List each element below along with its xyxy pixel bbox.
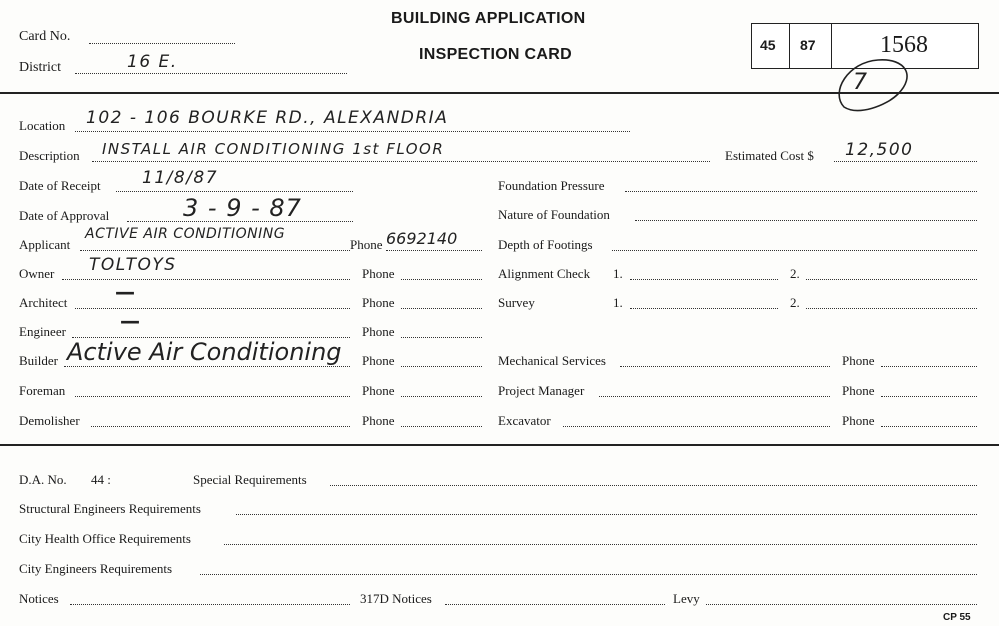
demolisher-line xyxy=(91,426,350,427)
mechanical-services-phone-label: Phone xyxy=(842,353,875,368)
owner-label: Owner xyxy=(19,266,55,281)
foundation-pressure-label: Foundation Pressure xyxy=(498,178,605,193)
district-label: District xyxy=(19,60,61,75)
estimated-cost-line xyxy=(834,161,977,162)
applicant-phone-label: Phone xyxy=(350,237,383,252)
location-value: 102 - 106 BOURKE RD., ALEXANDRIA xyxy=(86,108,449,128)
footer-divider xyxy=(0,444,999,446)
project-manager-phone-line xyxy=(881,396,977,397)
project-manager-phone-label: Phone xyxy=(842,383,875,398)
form-code: CP 55 xyxy=(943,612,971,623)
demolisher-phone-label: Phone xyxy=(362,413,395,428)
alignment-check-label: Alignment Check xyxy=(498,266,591,281)
estimated-cost-value: 12,500 xyxy=(845,140,914,160)
depth-of-footings-label: Depth of Footings xyxy=(498,237,593,252)
owner-phone-label: Phone xyxy=(362,266,395,281)
architect-value: — xyxy=(115,280,135,304)
excavator-phone-line xyxy=(881,426,977,427)
builder-phone-line xyxy=(401,366,482,367)
date-of-receipt-label: Date of Receipt xyxy=(19,178,101,193)
da-no-value: 44 : xyxy=(91,472,111,487)
district-line xyxy=(75,73,347,74)
city-health-line xyxy=(224,544,977,545)
survey-1: 1. xyxy=(613,295,623,310)
date-of-receipt-line xyxy=(116,191,353,192)
excavator-line xyxy=(563,426,830,427)
card-no-line xyxy=(89,43,235,44)
box-cell-2 xyxy=(789,23,833,69)
structural-engineers-line xyxy=(236,514,977,515)
city-engineers-label: City Engineers Requirements xyxy=(19,561,173,576)
alignment-check-2: 2. xyxy=(790,266,800,281)
survey-2: 2. xyxy=(790,295,800,310)
mechanical-services-line xyxy=(620,366,830,367)
engineer-label: Engineer xyxy=(19,324,66,339)
box-cell-1-value: 45 xyxy=(760,37,776,53)
owner-value: TOLTOYS xyxy=(89,255,177,275)
architect-label: Architect xyxy=(19,295,68,310)
foreman-label: Foreman xyxy=(19,383,66,398)
survey-label: Survey xyxy=(498,295,535,310)
title-line-2: INSPECTION CARD xyxy=(419,46,572,63)
location-line xyxy=(75,131,630,132)
description-value: INSTALL AIR CONDITIONING 1st FLOOR xyxy=(102,140,445,158)
levy-label: Levy xyxy=(673,591,700,606)
applicant-phone-line xyxy=(386,250,482,251)
description-label: Description xyxy=(19,148,80,163)
box-cell-2-value: 87 xyxy=(800,37,816,53)
depth-of-footings-line xyxy=(612,250,977,251)
applicant-line xyxy=(80,250,350,251)
builder-value: Active Air Conditioning xyxy=(67,338,342,366)
card-number: 1568 xyxy=(880,32,928,58)
applicant-phone-value: 6692140 xyxy=(386,229,458,248)
alignment-check-line-1 xyxy=(630,279,778,280)
description-line xyxy=(92,161,710,162)
notices-317d-label: 317D Notices xyxy=(360,591,432,606)
foreman-line xyxy=(75,396,350,397)
alignment-check-line-2 xyxy=(806,279,977,280)
engineer-phone-line xyxy=(401,337,482,338)
survey-line-1 xyxy=(630,308,778,309)
date-of-approval-label: Date of Approval xyxy=(19,208,110,223)
foreman-phone-line xyxy=(401,396,482,397)
builder-phone-label: Phone xyxy=(362,353,395,368)
date-of-approval-value: 3 - 9 - 87 xyxy=(183,194,302,222)
date-of-receipt-value: 11/8/87 xyxy=(142,168,219,188)
excavator-phone-label: Phone xyxy=(842,413,875,428)
levy-line xyxy=(706,604,977,605)
notices-317d-line xyxy=(445,604,665,605)
owner-line xyxy=(62,279,350,280)
demolisher-phone-line xyxy=(401,426,482,427)
header-divider xyxy=(0,92,999,94)
alignment-check-1: 1. xyxy=(613,266,623,281)
project-manager-line xyxy=(599,396,830,397)
district-value: 16 E. xyxy=(127,52,178,72)
architect-line xyxy=(75,308,350,309)
applicant-value: ACTIVE AIR CONDITIONING xyxy=(85,226,286,242)
survey-line-2 xyxy=(806,308,977,309)
mechanical-services-label: Mechanical Services xyxy=(498,353,606,368)
box-cell-1 xyxy=(751,23,791,69)
architect-phone-line xyxy=(401,308,482,309)
mechanical-services-phone-line xyxy=(881,366,977,367)
demolisher-label: Demolisher xyxy=(19,413,80,428)
foundation-pressure-line xyxy=(625,191,977,192)
circled-mark-icon xyxy=(828,52,918,122)
notices-line xyxy=(70,604,350,605)
foreman-phone-label: Phone xyxy=(362,383,395,398)
special-requirements-line xyxy=(330,485,977,486)
engineer-value: — xyxy=(120,309,140,333)
structural-engineers-label: Structural Engineers Requirements xyxy=(19,501,201,516)
notices-label: Notices xyxy=(19,591,59,606)
builder-line xyxy=(64,366,350,367)
excavator-label: Excavator xyxy=(498,413,551,428)
location-label: Location xyxy=(19,118,66,133)
architect-phone-label: Phone xyxy=(362,295,395,310)
builder-label: Builder xyxy=(19,353,58,368)
city-engineers-line xyxy=(200,574,977,575)
da-no-label: D.A. No. xyxy=(19,472,67,487)
project-manager-label: Project Manager xyxy=(498,383,585,398)
nature-of-foundation-label: Nature of Foundation xyxy=(498,207,610,222)
owner-phone-line xyxy=(401,279,482,280)
special-requirements-label: Special Requirements xyxy=(193,472,307,487)
engineer-phone-label: Phone xyxy=(362,324,395,339)
applicant-label: Applicant xyxy=(19,237,71,252)
card-no-label: Card No. xyxy=(19,29,71,44)
nature-of-foundation-line xyxy=(635,220,977,221)
estimated-cost-label: Estimated Cost $ xyxy=(725,148,814,163)
title-line-1: BUILDING APPLICATION xyxy=(391,10,586,27)
circled-mark-value: 7 xyxy=(853,70,867,95)
city-health-label: City Health Office Requirements xyxy=(19,531,191,546)
